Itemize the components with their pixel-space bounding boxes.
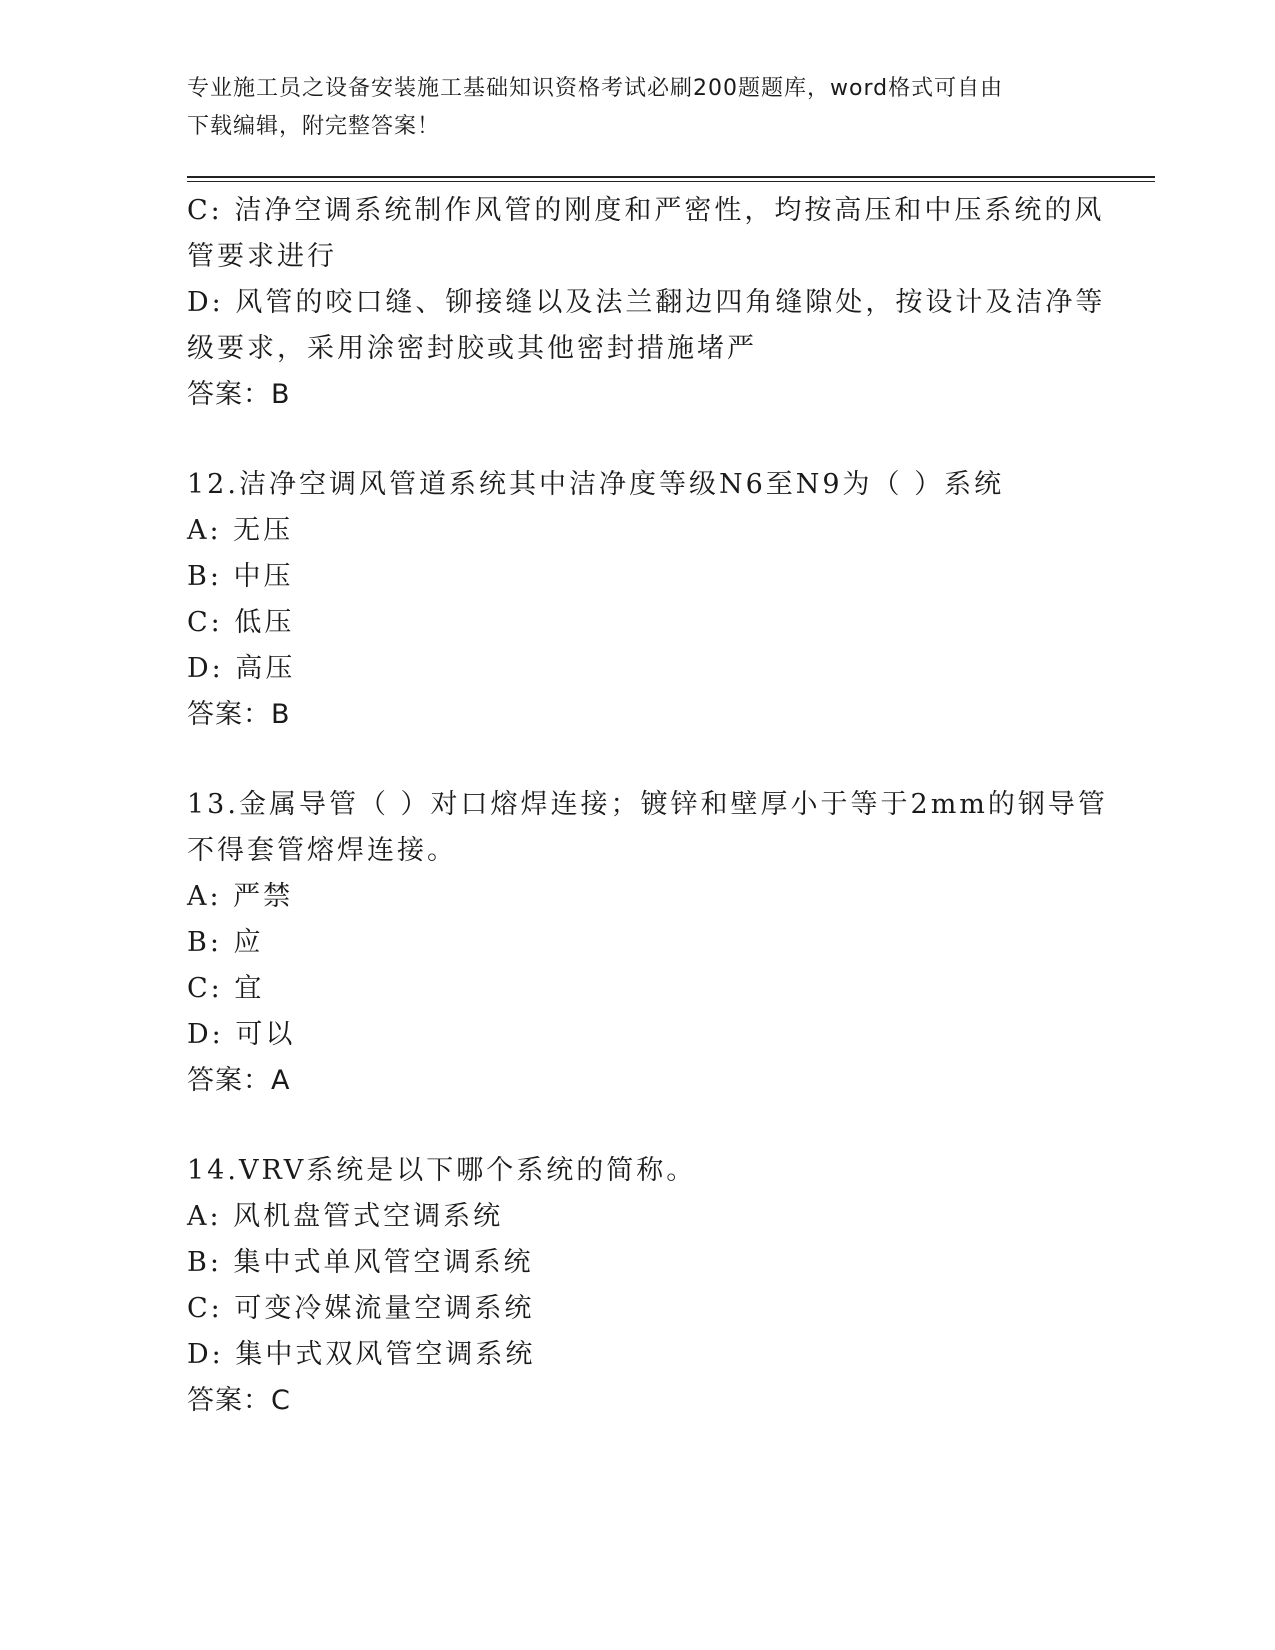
- option-b: B: 应: [187, 927, 264, 958]
- option-d-continued: 级要求，采用涂密封胶或其他密封措施堵严: [187, 333, 757, 364]
- option-c: C: 洁净空调系统制作风管的刚度和严密性，均按高压和中压系统的风: [187, 195, 1105, 226]
- option-d: D: 可以: [187, 1019, 296, 1050]
- question-stem-continued: 不得套管熔焊连接。: [187, 835, 457, 866]
- question-stem: 14.VRV系统是以下哪个系统的简称。: [187, 1155, 697, 1186]
- answer-line: 答案：C: [187, 1385, 291, 1416]
- document-header: [187, 70, 1087, 146]
- question-13: [187, 782, 1108, 1104]
- question-stem: 13.金属导管（ ）对口熔焊连接；镀锌和壁厚小于等于2mm的钢导管: [187, 789, 1108, 820]
- option-d: D: 集中式双风管空调系统: [187, 1339, 536, 1370]
- header-divider-thin: [187, 181, 1155, 182]
- option-a: A: 严禁: [187, 881, 294, 912]
- option-d: D: 高压: [187, 653, 296, 684]
- header-line-2: 下载编辑，附完整答案！: [187, 114, 441, 139]
- question-stem: 12.洁净空调风管道系统其中洁净度等级N6至N9为（ ）系统: [187, 469, 1005, 500]
- spacer: [187, 738, 1087, 782]
- question-14: [187, 1148, 1087, 1424]
- answer-line: 答案：B: [187, 699, 291, 730]
- option-c-continued: 管要求进行: [187, 241, 337, 272]
- question-12: [187, 462, 1087, 738]
- option-c: C: 低压: [187, 607, 295, 638]
- answer-line: 答案：B: [187, 379, 291, 410]
- option-c: C: 宜: [187, 973, 265, 1004]
- option-b: B: 中压: [187, 561, 294, 592]
- option-b: B: 集中式单风管空调系统: [187, 1247, 534, 1278]
- option-d: D: 风管的咬口缝、铆接缝以及法兰翻边四角缝隙处，按设计及洁净等: [187, 287, 1106, 318]
- option-c: C: 可变冷媒流量空调系统: [187, 1293, 535, 1324]
- header-divider-thick: [187, 176, 1155, 178]
- header-line-1: 专业施工员之设备安装施工基础知识资格考试必刷200题题库，word格式可自由: [187, 76, 1004, 101]
- question-list: [187, 188, 1108, 1424]
- question-11-continued: [187, 188, 1106, 418]
- answer-line: 答案：A: [187, 1065, 291, 1096]
- spacer: [187, 418, 1087, 462]
- spacer: [187, 1104, 1087, 1148]
- option-a: A: 无压: [187, 515, 294, 546]
- option-a: A: 风机盘管式空调系统: [187, 1201, 504, 1232]
